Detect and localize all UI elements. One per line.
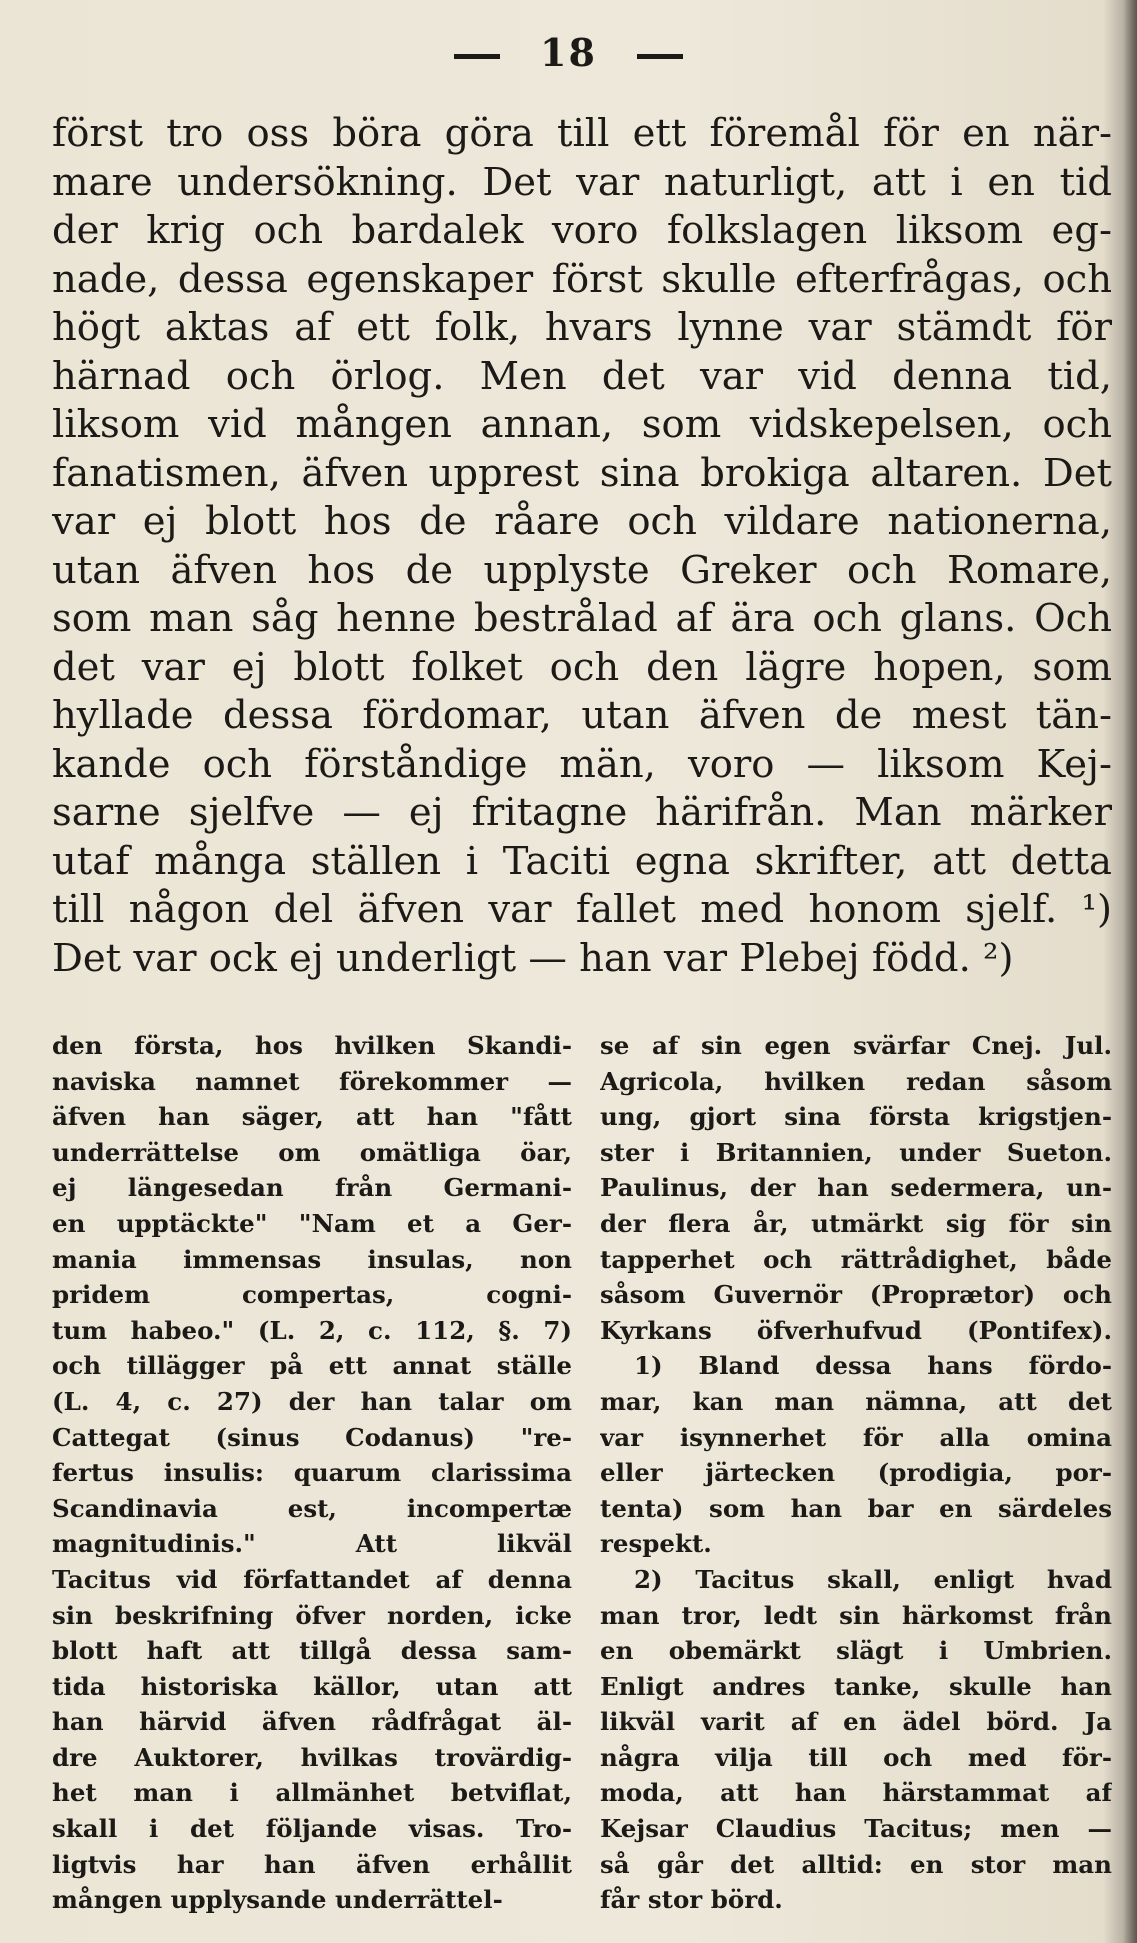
- footnote-line: ligtvis har han äfven erhållit: [52, 1849, 572, 1879]
- footnote-line: tenta) som han bar en särdeles: [600, 1493, 1112, 1523]
- footnote-line: 2) Tacitus skall, enligt hvad: [634, 1564, 1112, 1594]
- page-header: [0, 30, 1137, 75]
- footnote-line: mången upplysande underrättel-: [52, 1885, 503, 1915]
- footnote-line: ung, gjort sina första krigstjen-: [600, 1102, 1112, 1132]
- footnote-line: ster i Britannien, under Sueton.: [600, 1137, 1112, 1167]
- page-number: 18: [540, 30, 597, 75]
- text-line: utan äfven hos de upplyste Greker och Romare,: [52, 547, 1112, 593]
- footnote-line: mania immensas insulas, non: [52, 1244, 572, 1274]
- main-text: [52, 110, 1112, 983]
- footnote-line: pridem compertas, cogni-: [52, 1280, 572, 1310]
- footnote-line: (L. 4, c. 27) der han talar om: [52, 1386, 572, 1416]
- footnote-line: en upptäckte" "Nam et a Ger-: [52, 1208, 572, 1238]
- footnote-line: var isynnerhet för alla omina: [600, 1422, 1112, 1452]
- text-line: kande och förståndige män, voro — liksom Kej-: [52, 741, 1112, 787]
- footnote-line: tapperhet och rättrådighet, både: [600, 1244, 1112, 1274]
- header-dash-right: [637, 54, 683, 59]
- footnote-line: en obemärkt slägt i Umbrien.: [600, 1636, 1112, 1666]
- footnote-line: het man i allmänhet betviflat,: [52, 1778, 572, 1808]
- footnote-line: underrättelse om omätliga öar,: [52, 1137, 572, 1167]
- footnote-line: får stor börd.: [600, 1885, 783, 1915]
- footnote-line: Kejsar Claudius Tacitus; men —: [600, 1814, 1112, 1844]
- footnote-line: 1) Bland dessa hans fördo-: [634, 1351, 1112, 1381]
- footnote-line: dre Auktorer, hvilkas trovärdig-: [52, 1742, 572, 1772]
- text-line: först tro oss böra göra till ett föremål för en när-: [52, 111, 1112, 156]
- text-line: till någon del äfven var fallet med honom sjelf. ¹): [52, 887, 1112, 932]
- text-line: sarne sjelfve — ej fritagne härifrån. Man märker: [52, 790, 1112, 835]
- text-line: högt aktas af ett folk, hvars lynne var stämdt för: [52, 305, 1112, 350]
- text-line: utaf många ställen i Taciti egna skrifter, att detta: [52, 838, 1112, 884]
- footnotes-right-column: [600, 1028, 1112, 1918]
- footnote-line: den första, hos hvilken Skandi-: [52, 1031, 572, 1060]
- footnote-line: några vilja till och med för-: [600, 1742, 1112, 1772]
- footnote-line: likväl varit af en ädel börd. Ja: [600, 1707, 1112, 1737]
- footnote-line: naviska namnet förekommer —: [52, 1066, 572, 1096]
- text-line: som man såg henne bestrålad af ära och glans. Och: [52, 596, 1112, 641]
- footnote-line: Enligt andres tanke, skulle han: [600, 1671, 1112, 1701]
- text-line: liksom vid mången annan, som vidskepelsen, och: [52, 402, 1112, 447]
- footnote-line: se af sin egen svärfar Cnej. Jul.: [600, 1031, 1112, 1060]
- footnote-line: Tacitus vid författandet af denna: [52, 1564, 572, 1594]
- footnotes-left-column: [52, 1028, 572, 1918]
- header-dash-left: [454, 54, 500, 59]
- footnote-line: tum habeo." (L. 2, c. 112, §. 7): [52, 1315, 572, 1345]
- text-line: der krig och bardalek voro folkslagen liksom eg-: [52, 208, 1112, 253]
- footnote-line: så går det alltid: en stor man: [600, 1849, 1112, 1879]
- footnote-line: såsom Guvernör (Proprætor) och: [600, 1280, 1112, 1310]
- footnote-line: mar, kan man nämna, att det: [600, 1386, 1112, 1416]
- text-line: Det var ock ej underligt — han var Plebej född. ²): [52, 935, 1014, 981]
- footnote-line: man tror, ledt sin härkomst från: [600, 1600, 1112, 1630]
- text-line: det var ej blott folket och den lägre hopen, som: [52, 644, 1112, 690]
- footnote-line: respekt.: [600, 1529, 712, 1559]
- footnote-line: skall i det följande visas. Tro-: [52, 1814, 572, 1844]
- footnote-line: ej längesedan från Germani-: [52, 1173, 572, 1203]
- text-line: härnad och örlog. Men det var vid denna tid,: [52, 353, 1112, 399]
- footnote-line: eller järtecken (prodigia, por-: [600, 1458, 1112, 1488]
- footnote-line: Agricola, hvilken redan såsom: [600, 1066, 1112, 1096]
- footnote-line: blott haft att tillgå dessa sam-: [52, 1636, 572, 1666]
- page-edge-shadow: [1123, 0, 1137, 1943]
- text-line: nade, dessa egenskaper först skulle efterfrågas, och: [52, 256, 1112, 302]
- footnote-line: äfven han säger, att han "fått: [52, 1102, 572, 1132]
- text-line: fanatismen, äfven upprest sina brokiga altaren. Det: [52, 450, 1112, 496]
- text-line: var ej blott hos de råare och vildare nationerna,: [52, 499, 1112, 544]
- text-line: hyllade dessa fördomar, utan äfven de mest tän-: [52, 693, 1112, 738]
- footnote-line: Kyrkans öfverhufvud (Pontifex).: [600, 1315, 1112, 1345]
- footnote-line: Scandinavia est, incompertæ: [52, 1493, 572, 1523]
- footnote-line: och tillägger på ett annat ställe: [52, 1351, 572, 1381]
- footnote-line: tida historiska källor, utan att: [52, 1671, 572, 1701]
- text-line: mare undersökning. Det var naturligt, att i en tid: [52, 159, 1112, 205]
- footnote-line: Cattegat (sinus Codanus) "re-: [52, 1422, 572, 1452]
- footnote-line: fertus insulis: quarum clarissima: [52, 1458, 572, 1488]
- footnote-line: sin beskrifning öfver norden, icke: [52, 1600, 572, 1630]
- footnote-line: magnitudinis." Att likväl: [52, 1529, 572, 1559]
- footnote-line: der flera år, utmärkt sig för sin: [600, 1208, 1112, 1238]
- footnote-line: han härvid äfven rådfrågat äl-: [52, 1707, 572, 1737]
- footnote-line: moda, att han härstammat af: [600, 1778, 1112, 1808]
- footnote-line: Paulinus, der han sedermera, un-: [600, 1173, 1112, 1203]
